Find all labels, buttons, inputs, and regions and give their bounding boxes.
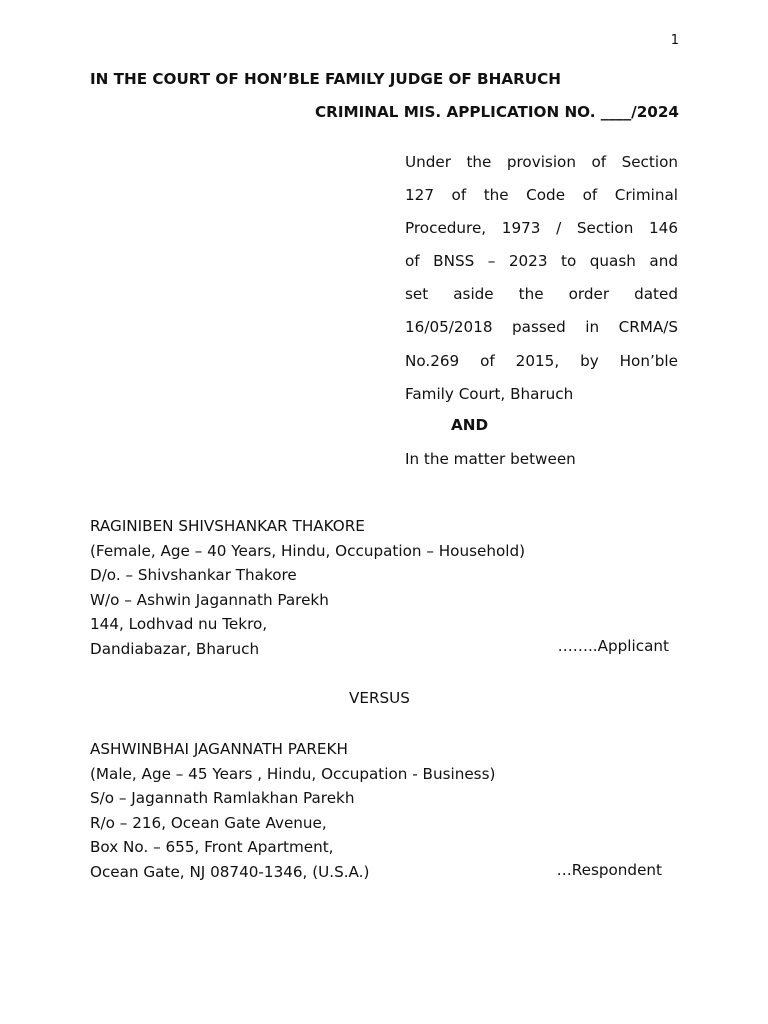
matter-between-text: In the matter between	[405, 450, 576, 468]
respondent-address-line: Ocean Gate, NJ 08740-1346, (U.S.A.)	[90, 862, 370, 881]
application-number: CRIMINAL MIS. APPLICATION NO. ____/2024	[315, 103, 679, 121]
applicant-wife-of: W/o – Ashwin Jagannath Parekh	[90, 590, 329, 609]
provision-line: 127 of the Code of Criminal	[405, 186, 678, 205]
respondent-details	[90, 737, 495, 885]
provision-line: 16/05/2018 passed in CRMA/S	[405, 318, 678, 337]
applicant-address-line: 144, Lodhvad nu Tekro,	[90, 615, 268, 634]
page-number: 1	[670, 33, 679, 48]
provision-line: of BNSS – 2023 to quash and	[405, 252, 678, 271]
provision-paragraph	[405, 150, 678, 415]
applicant-profile: (Female, Age – 40 Years, Hindu, Occupation – Household)	[90, 541, 526, 560]
respondent-son-of: S/o – Jagannath Ramlakhan Parekh	[90, 789, 355, 808]
applicant-name: RAGINIBEN SHIVSHANKAR THAKORE	[90, 517, 365, 535]
applicant-address-line: Dandiabazar, Bharuch	[90, 639, 260, 658]
provision-line: Family Court, Bharuch	[405, 384, 574, 403]
provision-line: Under the provision of Section	[405, 153, 678, 171]
applicant-role-label: ……..Applicant	[557, 637, 669, 655]
respondent-address-line: Box No. – 655, Front Apartment,	[90, 838, 334, 857]
respondent-address-line: R/o – 216, Ocean Gate Avenue,	[90, 813, 327, 832]
respondent-name: ASHWINBHAI JAGANNATH PAREKH	[90, 740, 348, 758]
and-conjunction: AND	[451, 416, 489, 434]
respondent-profile: (Male, Age – 45 Years , Hindu, Occupation - Business)	[90, 764, 496, 783]
provision-line: Procedure, 1973 / Section 146	[405, 219, 678, 238]
court-heading: IN THE COURT OF HON’BLE FAMILY JUDGE OF BHARUCH	[90, 70, 561, 88]
provision-line: set aside the order dated	[405, 285, 678, 304]
applicant-details	[90, 514, 525, 662]
versus-label: VERSUS	[349, 689, 410, 707]
applicant-daughter-of: D/o. – Shivshankar Thakore	[90, 566, 297, 585]
respondent-role-label: …Respondent	[556, 861, 662, 879]
provision-line: No.269 of 2015, by Hon’ble	[405, 351, 678, 370]
